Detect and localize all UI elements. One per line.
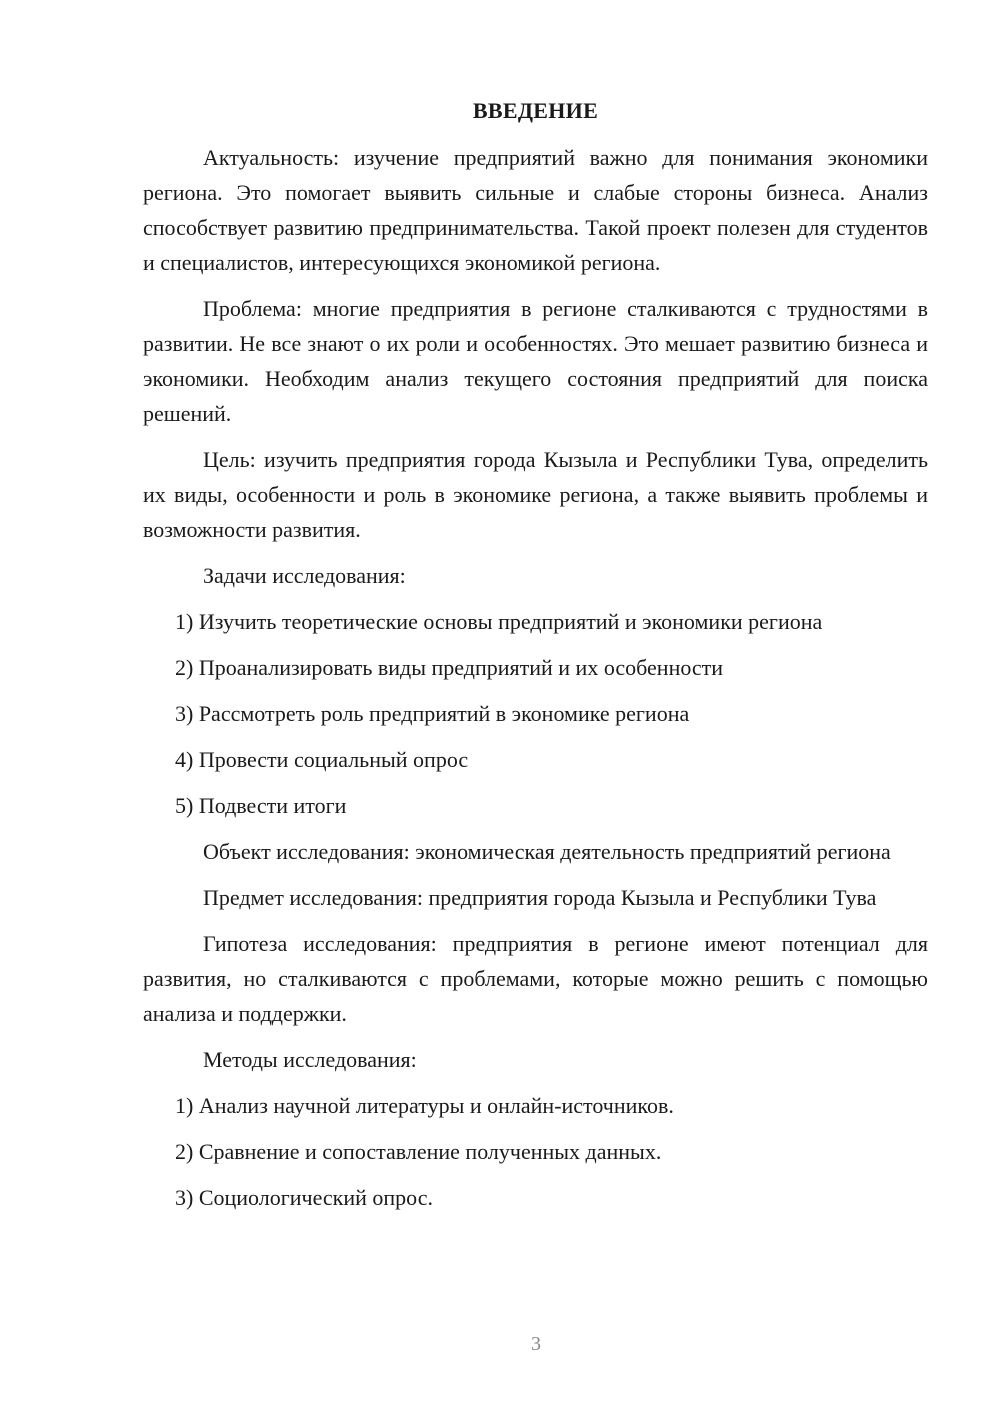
list-item: 1) Анализ научной литературы и онлайн-источников. (175, 1093, 674, 1118)
methods-list (143, 1088, 928, 1215)
list-item: 1) Изучить теоретические основы предприятий и экономики региона (175, 609, 823, 634)
goal-paragraph: Цель: изучить предприятия города Кызыла и Республики Тува, определить их виды, особенности и роль в экономике региона, а также выявить проблемы и возможности развития. (143, 447, 928, 542)
page-title: ВВЕДЕНИЕ (472, 98, 599, 123)
problem-paragraph: Проблема: многие предприятия в регионе сталкиваются с трудностями в развитии. Не все знают о их роли и особенностях. Это мешает развитию бизнеса и экономики. Необходим анализ текущего состояния предприятий для поиска решений. (143, 296, 928, 426)
relevance-paragraph: Актуальность: изучение предприятий важно для понимания экономики региона. Это помогает выявить сильные и слабые стороны бизнеса. Анализ способствует развитию предпринимательства. Такой проект полезен для студентов и специалистов, интересующихся экономикой региона. (143, 145, 928, 275)
list-item: 4) Провести социальный опрос (175, 747, 469, 772)
subject-paragraph: Предмет исследования: предприятия города Кызыла и Республики Тува (203, 885, 877, 910)
list-item: 5) Подвести итоги (175, 793, 347, 818)
hypothesis-paragraph: Гипотеза исследования: предприятия в регионе имеют потенциал для развития, но сталкиваются с проблемами, которые можно решить с помощью анализа и поддержки. (143, 931, 928, 1026)
page-number: 3 (531, 1333, 541, 1355)
tasks-label: Задачи исследования: (203, 563, 406, 588)
tasks-list (143, 604, 928, 823)
object-paragraph: Объект исследования: экономическая деятельность предприятий региона (203, 839, 891, 864)
list-item: 2) Проанализировать виды предприятий и их особенности (175, 655, 724, 680)
list-item: 3) Социологический опрос. (175, 1185, 433, 1210)
document-page (143, 96, 928, 1226)
list-item: 3) Рассмотреть роль предприятий в экономике региона (175, 701, 690, 726)
list-item: 2) Сравнение и сопоставление полученных данных. (175, 1139, 662, 1164)
methods-label: Методы исследования: (203, 1047, 417, 1072)
